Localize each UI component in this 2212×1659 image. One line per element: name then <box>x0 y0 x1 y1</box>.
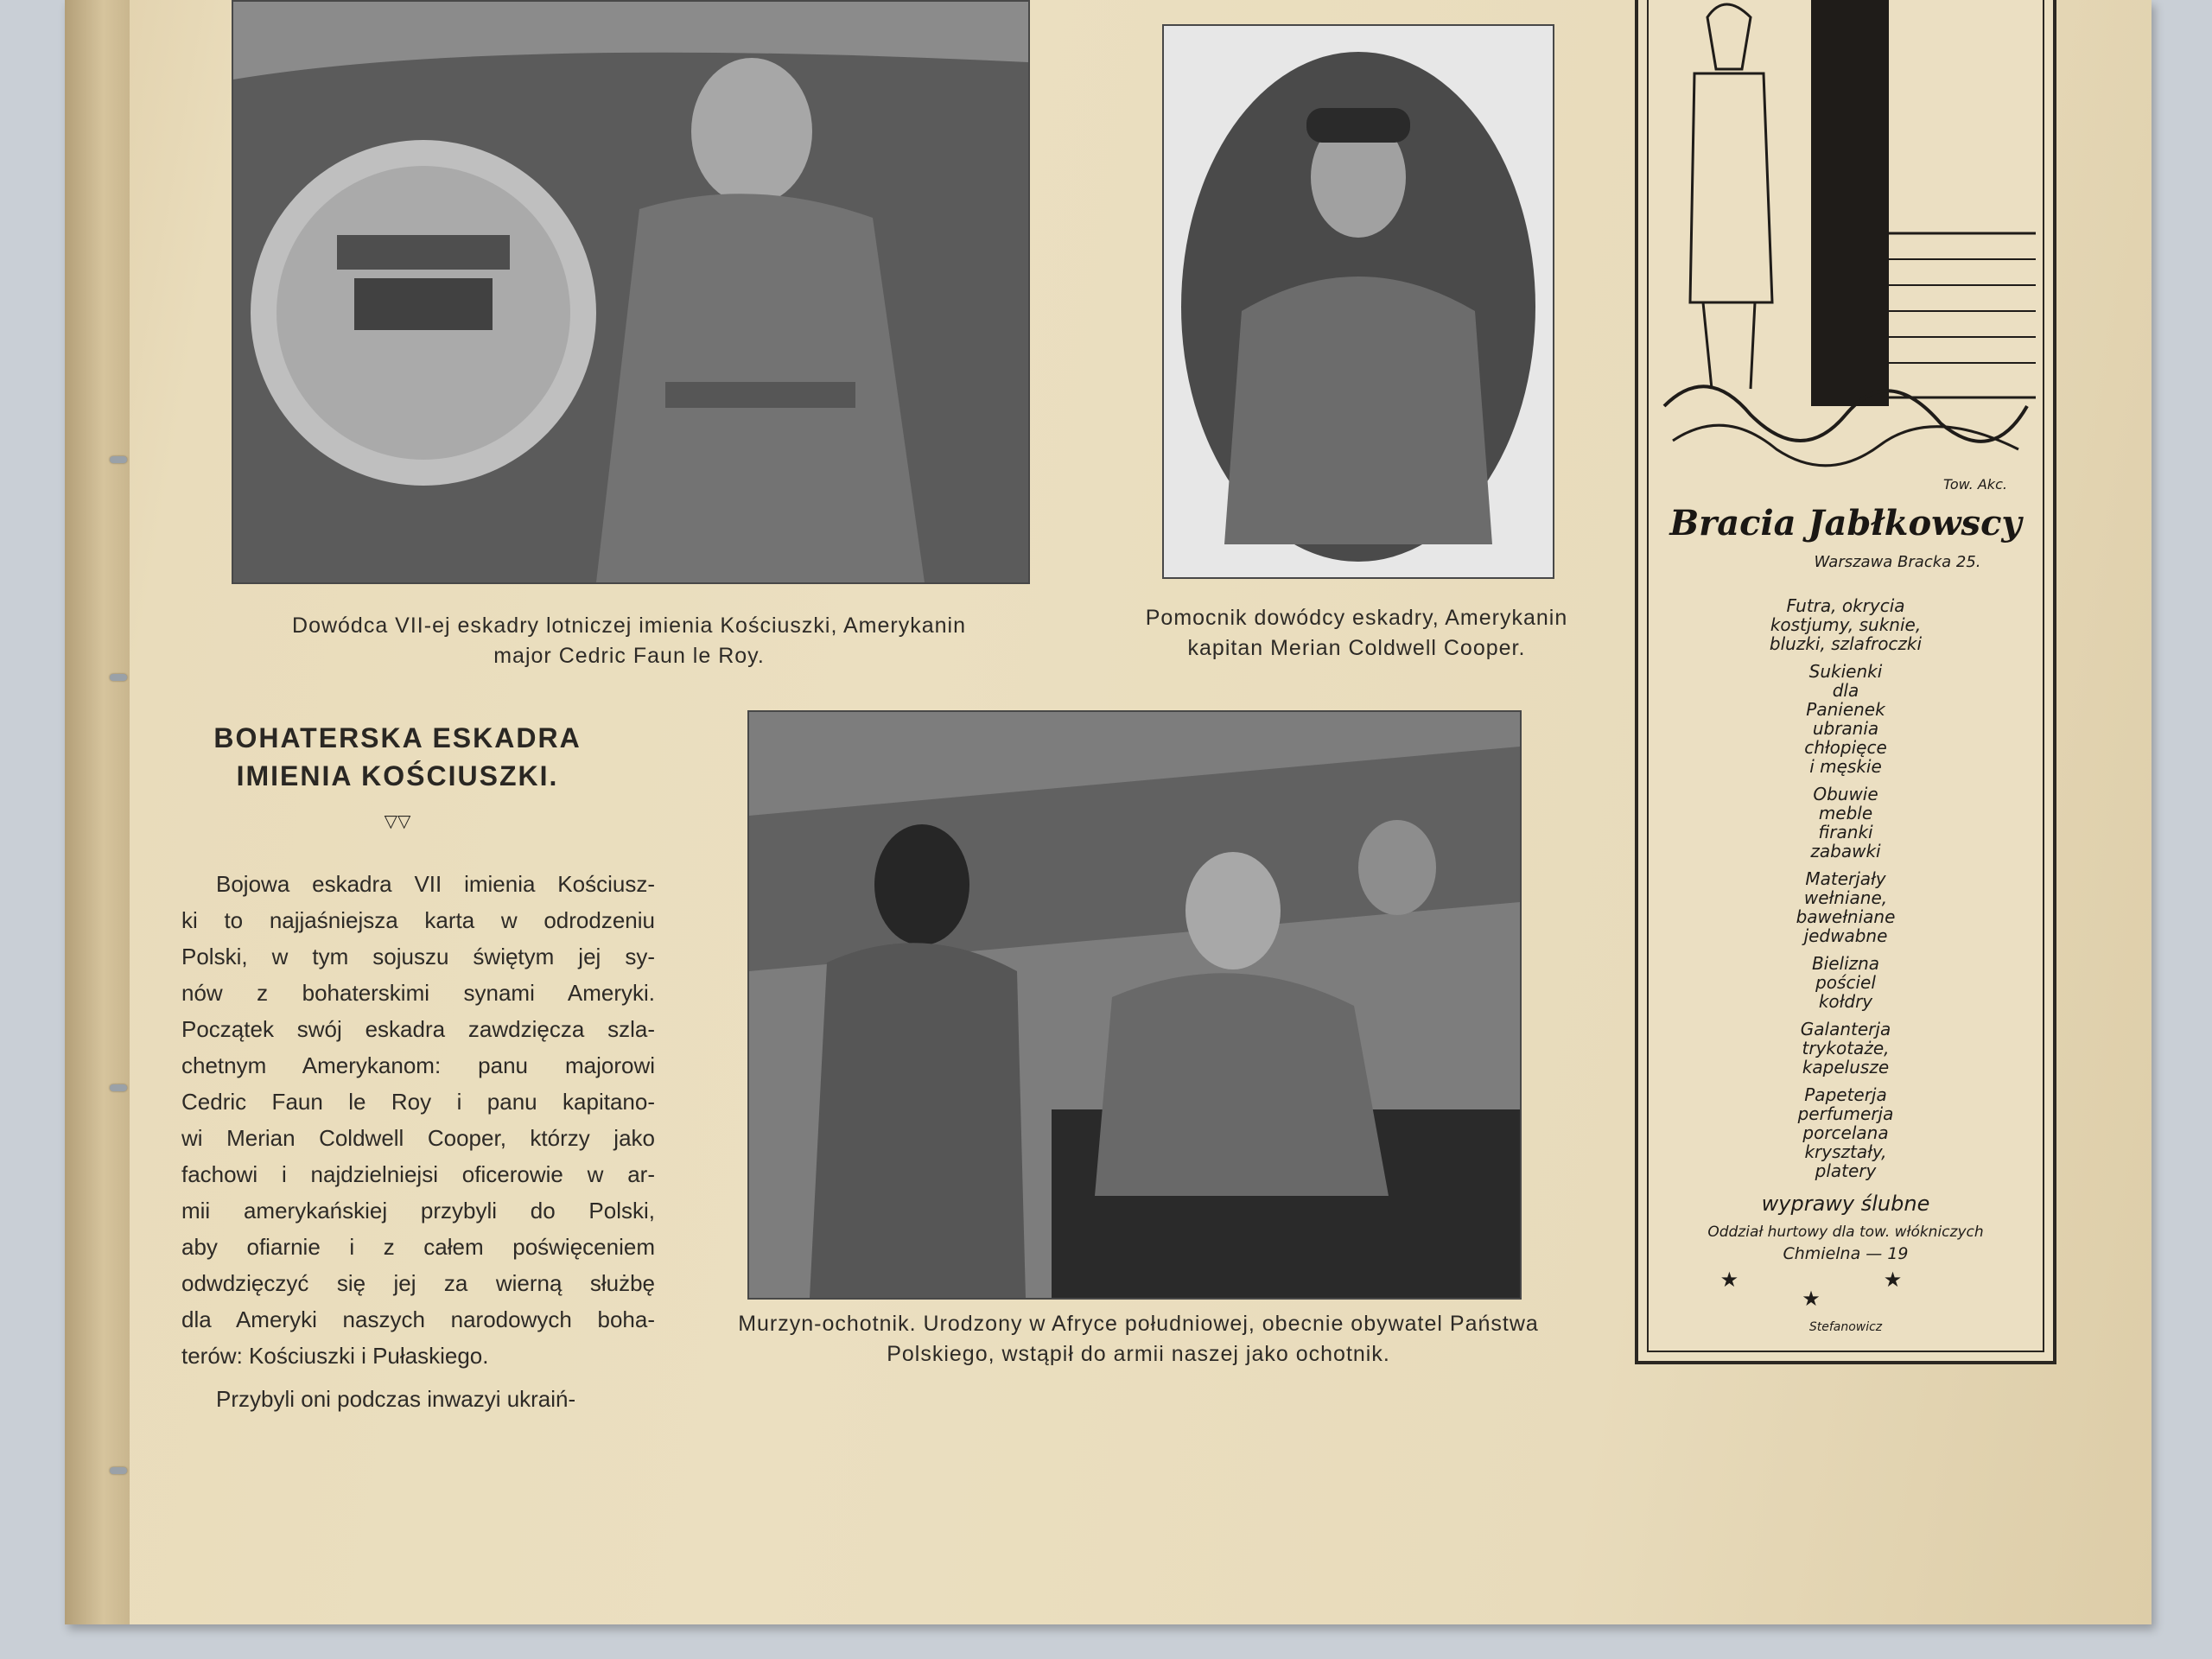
soldiers-photo-image <box>749 712 1520 1298</box>
ad-product-line: kołdry <box>1818 991 1873 1012</box>
binding-stitch <box>110 1084 127 1091</box>
ad-product-line: trykotaże, <box>1802 1038 1890 1058</box>
ad-signature: Stefanowicz <box>1808 1320 1883 1334</box>
ad-product-line: Bielizna <box>1811 953 1880 974</box>
article-line: nów z bohaterskimi synami Ameryki. <box>181 980 655 1006</box>
ad-brand: Bracia Jabłkowscy <box>1669 503 2022 543</box>
caption-line: major Cedric Faun le Roy. <box>493 644 765 668</box>
article-line: dla Ameryki naszych narodowych boha- <box>181 1306 655 1332</box>
ad-product-line: ubrania <box>1812 718 1879 739</box>
ad-product-line: porcelana <box>1802 1122 1889 1143</box>
article-line: Przybyli oni podczas inwazyi ukraiń- <box>216 1386 576 1412</box>
ad-address: Warszawa Bracka 25. <box>1814 553 1981 571</box>
ad-product-line: kryształy, <box>1804 1141 1887 1162</box>
advertisement-jablkowscy <box>1635 0 2056 1364</box>
binding-stitch <box>110 1467 127 1474</box>
caption-line: Polskiego, wstąpił do armii naszej jako ochotnik. <box>887 1342 1390 1366</box>
ad-tow-akc: Tow. Akc. <box>1943 476 2007 493</box>
article-line: terów: Kościuszki i Pułaskiego. <box>181 1343 489 1369</box>
captain-photo-image <box>1164 26 1553 577</box>
ad-stars: ★ ★ ★ <box>1719 1268 1972 1311</box>
ad-product-line: kostjumy, suknie, <box>1770 614 1922 635</box>
article-line: odwdzięczyć się jej za wierną służbę <box>181 1270 655 1296</box>
article-line: fachowi i najdzielniejsi oficerowie w ar- <box>181 1161 655 1187</box>
caption-photo-3 <box>683 1309 1594 1370</box>
ad-product-line: wyprawy ślubne <box>1761 1192 1930 1216</box>
ad-product-line: chłopięce <box>1804 737 1887 758</box>
caption-line: Dowódca VII-ej eskadry lotniczej imienia Kościuszki, Amerykanin <box>292 613 966 638</box>
ad-product-line: Obuwie <box>1813 784 1878 804</box>
ad-product-line: Galanterja <box>1800 1019 1891 1039</box>
caption-line: Pomocnik dowódcy eskadry, Amerykanin <box>1145 606 1568 630</box>
photo-pilot-major <box>232 0 1030 584</box>
ad-product-line: Sukienki <box>1808 661 1883 682</box>
article-title-line: BOHATERSKA ESKADRA <box>213 722 582 753</box>
ad-product-line: wełniane, <box>1803 887 1888 908</box>
ad-product-line: Futra, okrycia <box>1786 595 1905 616</box>
ad-product-line: Papeterja <box>1804 1084 1887 1105</box>
ad-illustration <box>1656 0 2036 484</box>
photo-volunteer-soldiers <box>747 710 1522 1300</box>
article-line: ki to najjaśniejsza karta w odrodzeniu <box>181 907 655 933</box>
caption-photo-2 <box>1123 603 1590 664</box>
ad-product-line: bawełniane <box>1796 906 1896 927</box>
ad-product-list <box>1690 595 2001 1216</box>
ad-wholesale: Oddział hurtowy dla tow. włókniczych <box>1707 1224 1984 1241</box>
ad-product-line: bluzki, szlafroczki <box>1769 633 1923 654</box>
caption-line: Murzyn-ochotnik. Urodzony w Afryce południowej, obecnie obywatel Państwa <box>738 1312 1539 1336</box>
ad-wholesale-address: Chmielna — 19 <box>1783 1244 1909 1263</box>
article-title-line: IMIENIA KOŚCIUSZKI. <box>236 760 559 791</box>
ad-product-line: Panienek <box>1806 699 1885 720</box>
article-line: aby ofiarnie i z całem poświęceniem <box>181 1234 655 1260</box>
ad-product-line: jedwabne <box>1803 925 1888 946</box>
article-title <box>181 719 613 795</box>
ad-product-line: firanki <box>1818 822 1873 842</box>
article-line: Bojowa eskadra VII imienia Kościusz- <box>216 871 655 897</box>
ornament: ▽▽ <box>384 810 411 831</box>
binding-gutter <box>65 0 130 1624</box>
ad-product-line: platery <box>1815 1160 1877 1181</box>
article-line: Cedric Faun le Roy i panu kapitano- <box>181 1089 655 1115</box>
article-line: wi Merian Coldwell Cooper, którzy jako <box>181 1125 655 1151</box>
binding-stitch <box>110 456 127 463</box>
ad-product-line: meble <box>1818 803 1873 823</box>
article-line: Początek swój eskadra zawdzięcza szla- <box>181 1016 655 1042</box>
ad-product-line: i męskie <box>1809 756 1882 777</box>
article-body <box>181 866 655 1417</box>
ad-product-line: kapelusze <box>1802 1057 1890 1077</box>
ad-product-line: dla <box>1832 680 1859 701</box>
binding-stitch <box>110 674 127 681</box>
article-line: chetnym Amerykanom: panu majorowi <box>181 1052 655 1078</box>
caption-line: kapitan Merian Coldwell Cooper. <box>1187 636 1526 660</box>
article-line: Polski, w tym sojuszu świętym jej sy- <box>181 944 655 969</box>
caption-photo-1 <box>232 611 1027 671</box>
pilot-photo-image <box>233 2 1028 582</box>
article-line: mii amerykańskiej przybyli do Polski, <box>181 1198 655 1224</box>
ad-product-line: perfumerja <box>1797 1103 1894 1124</box>
photo-captain-portrait <box>1162 24 1554 579</box>
ad-product-line: Materjały <box>1805 868 1886 889</box>
ad-product-line: pościel <box>1815 972 1876 993</box>
ad-product-line: zabawki <box>1810 841 1881 861</box>
